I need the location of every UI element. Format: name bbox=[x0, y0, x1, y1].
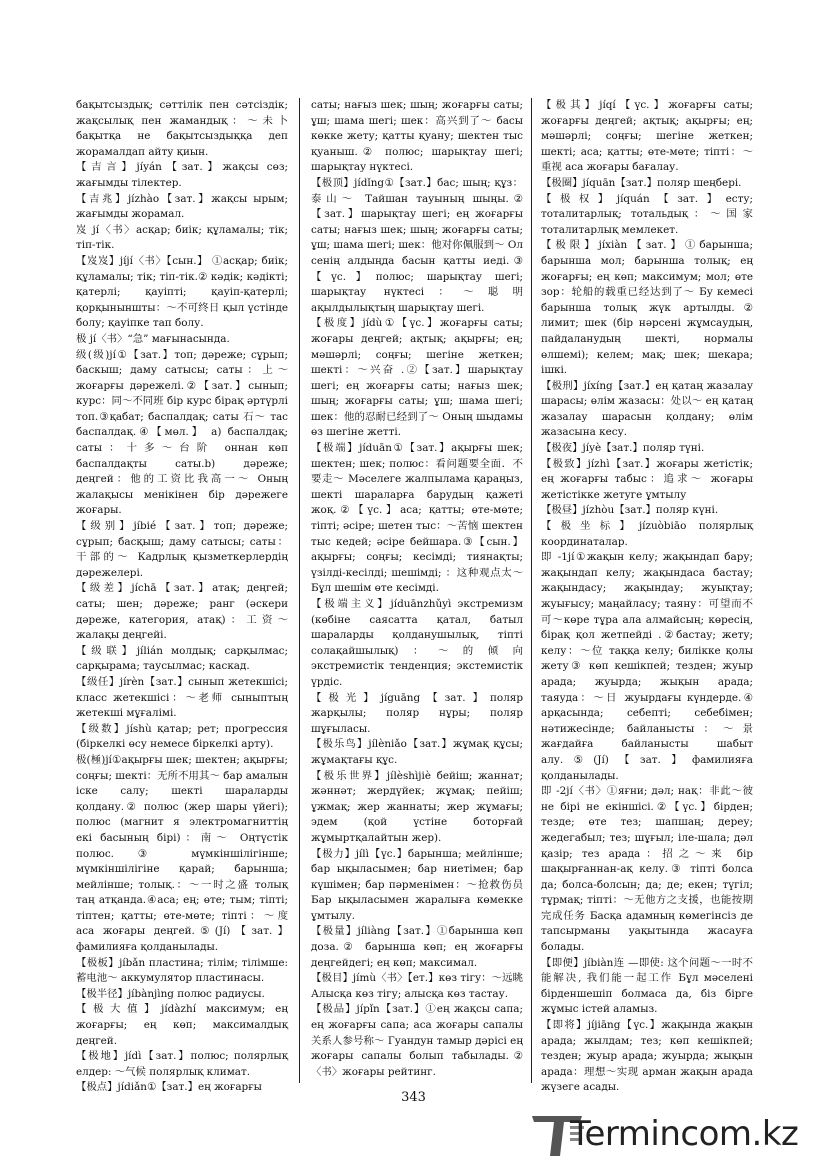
dictionary-entry: 即 -2jí〈书〉①яғни; дəл; нақ：非此～彼 не бірі не екіншісі.②【үс.】бірден; тезде; өте тез; шапшаң; дереу; жедегабыл; тез; шұғыл; іле-шала; дəл қазір; тез арада：招之～来 бір шақырғаннан-ақ келу.③ тіпті болса да; болса-болсын; да; де; екен; түгіл; тұрмақ; тіпті：～无他方之支援，也能按期完成任务 Басқа адамның көмегінсіз де тапсырманы уақытында жасауға болады. bbox=[541, 785, 753, 954]
dictionary-entry: 【级别】jíbié【зат.】топ; дəреже; сұрып; басқыш; даму сатысы; саты：干部的～ Кадрлық қызметкерлердің дəрежелері. bbox=[76, 520, 288, 579]
dictionary-entry: 级(级)jí①【зат.】топ; дəреже; сұрып; баскыш; даму сатысы; саты：上～ жоғарғы дəрежелі.②【зат.】сынып; курс：同～不同班 бір курс бірақ əртүрлі топ.③қабат; баспалдақ; саты 石～ тас баспалдақ.④【мөл.】 a) баспалдақ; саты：十多～台阶 оннан көп баспалдақты саты.b) дəреже; деңгей：他的工资比我高一～ Оның жалақысы менікінен бір дəрежеге жоғары. bbox=[76, 348, 288, 517]
dictionary-entry: 【极地】jídì【зат.】полюс; полярлық елдер: ～气候 полярлық климат. bbox=[76, 1050, 288, 1078]
dictionary-entry: 【极光】jíguāng【зат.】поляр жарқылы; поляр нұры; поляр шұғыласы. bbox=[311, 691, 523, 735]
logo-text: Termincom.kz bbox=[570, 1114, 799, 1154]
dictionary-entry: саты; нағыз шек; шың; жоғарғы саты; ұш; шама шегі; шек：高兴到了～ басы көкке жету; қатты қуану; шектен тыс қуаныш.② полюс; шарықтау шегі; шарықтау нүктесі. bbox=[311, 99, 523, 174]
dictionary-entry: 【即便】jíbiàn连 —即使: 这个问题～一时不能解决, 我们能一起工作 Бұл мəселені бірденшешіп болмаса да, біз бірге жұмыс істей аламыз. bbox=[541, 956, 753, 1016]
dictionary-entry: 【极乐鸟】jílèniǎo【зат.】жұмақ құсы; жұмақтағы құс. bbox=[311, 738, 523, 766]
dictionary-entry: 极 jí〈书〉“急” мағынасында. bbox=[76, 332, 230, 345]
dictionary-entry: 【极力】jílì【үс.】барынша; мейлінше; бар ықыласымен; бар ниетімен; бар күшімен; бар пəрменімен：～抢救伤员 Бар ықыласымен жаралыға көмекке ұмтылу. bbox=[311, 847, 523, 922]
dictionary-entry: 【极权】jíquán【зат.】есту; тоталитарлық; тотальдық：～国家 тоталитарлық мемлекет. bbox=[541, 192, 753, 236]
dictionary-entry: 【级数】jíshù қатар; рет; прогрессия (біркелкі өсу немесе біркелкі арту). bbox=[76, 722, 288, 751]
dictionary-entry: 【极圈】jíquān【зат.】поляр шеңбері. bbox=[541, 176, 742, 189]
dictionary-entry: 【级差】jíchā【зат.】атақ; деңгей; саты; шен; дəреже; ранг (əскери дəреже, категория, атақ)：工资～ жалақы деңгейі. bbox=[76, 582, 288, 642]
dictionary-entry: 【极大值】jídàzhí максимум; ең жоғарғы; ең көп; максималдық деңгей. bbox=[76, 1003, 288, 1047]
dictionary-entry: 【极点】jídiǎn①【зат.】ең жоғарғы bbox=[76, 1081, 262, 1094]
dictionary-entry: 【吉兆】jízhào【зат.】жақсы ырым; жағымды жорамал. bbox=[76, 192, 288, 221]
dictionary-entry: 【极坐标】jízuòbiāo полярлық координаталар. bbox=[541, 520, 753, 548]
termincom-logo[interactable] bbox=[530, 1110, 820, 1160]
column-1 bbox=[76, 98, 288, 1094]
dictionary-entry: 【吉言】jíyán【зат.】жақсы сөз; жағымды тілектер. bbox=[76, 161, 288, 189]
dictionary-entry: 【极刑】jíxíng【зат.】ең қатаң жазалау шарасы; өлім жазасы：处以～ ең қатаң жазалау шарасын қолдану; өлім жазасына кесу. bbox=[541, 379, 753, 439]
dictionary-entry: бақытсыздық; сәттілік пен сәтсіздік; жақсылық пен жамандық：～未卜 бақытқа не бақытсыздыққа деп жорамалдап айту қиын. bbox=[76, 99, 288, 158]
column-3 bbox=[541, 98, 753, 1094]
column-divider bbox=[531, 98, 532, 1083]
column-2 bbox=[311, 98, 523, 1083]
dictionary-entry: 【极板】jíbǎn пластина; тілім; тілімше: 蓄电池～ аккумулятор пластинасы. bbox=[76, 956, 288, 985]
dictionary-entry: 即 -1jí①жақын келу; жақындап бару; жақындап келу; жақындаса бастау; жақындасу; жақындау; жуықтау; жуығысу; маңайласу; таяну：可望而不可～көре тұра ала алмайсың; көресің, бірақ қол жетпейді .②бастау; жету; келу：～位 таққа келу; билікке қолы жету③ көп кешікпей; тезден; жуыр арада; жуырда; жықын арада; таяуда：～日 жуырдағы күндерде.④ арқасында; себепті; себебімен; нəтижесінде; байланысты：～景 жағдайға байланысты шабыт алу.⑤(Jí)【зат.】фамилияға қолданылады. bbox=[541, 551, 753, 782]
dictionary-entry: 【极端主义】jíduānzhǔyì экстремизм (көбіне саясатта қатал, батыл шараларды қолданушылық, тіпті солақайшылық)：～的倾向 экстремистік тенденция; экстемистік үрдіс. bbox=[311, 598, 523, 688]
dictionary-entry: 【极目】jímù〈书〉【ет.】көз тігу：～远眺 Алысқа көз тігу; алысқа көз тастау. bbox=[311, 972, 523, 1000]
dictionary-entry: 【极度】jídù①【үс.】жоғарғы саты; жоғары деңгей; ақтық; ақырғы; ең; мəшəрлі; соңғы; шегіне жеткен; шекті：～兴奋 .②【зат.】шарықтау шегі; ең жоғарғы саты; нағыз шек; шың; жоғарғы саты; ұш; шама шегі; шек：他的忍耐已经到了～ Оның шыдамы өз шегіне жетті. bbox=[311, 317, 523, 439]
dictionary-entry: 【岌岌】jíjí〈书〉【сын.】 ①асқар; биік; құламалы; тік; тіп-тік.② кəдік; кəдікті; қатерлі; қауіпті; қауіп-қатерлі; қорқыныншты：～不可终日 қыл үстінде болу; қауіпке тап болу. bbox=[76, 254, 288, 330]
dictionary-entry: 【极昼】jízhòu【зат.】поляр күні. bbox=[541, 504, 719, 517]
dictionary-entry: 【极限】jíxiàn【зат.】①барынша; барынша мол; барынша толық; ең жоғарғы; ең көп; максимум; мол; өте зор：轮船的载重已经达到了～ Бу кемесі барынша толық жүк артылды.② лимит; шек (бір нəрсені жұмсаудың, пайдаланудың шекті, нормалы өлшемі); келем; мақ; шек; шекара; ішкі. bbox=[541, 239, 753, 377]
dictionary-entry: 【级任】jírèn【зат.】сынып жетекшісі; класс жетекшісі：～老师 сыныптың жетекші мұғалімі. bbox=[76, 675, 288, 720]
dictionary-entry: 【极其】jíqí【үс.】жоғарғы саты; жоғарғы деңгей; ақтық; ақырғы; ең; мəшəрлі; соңғы; шегіне жеткен; шекті; аса; қатты; өте-мөте; тіпті：～重视 аса жоғары бағалау. bbox=[541, 99, 753, 174]
dictionary-entry: 【极致】jízhì【зат.】жоғары жетістік; ең жоғарғы табыс：追求～ жоғары жетістікке жетуге ұмтылу bbox=[541, 457, 753, 501]
dictionary-entry: 极(極)jí①ақырғы шек; шектен; ақырғы; соңғы; шекті：无所不用其～ бар амалын іске салу; шекті шараларды қолдану.② полюс (жер шары үйегі); полюс (магнит я электромагниттің екі басының бірі)：南～ Оңтүстік полюс. ③ мүмкіншілігінше; мүмкіншілігіне қарай; барынша; мейлінше; толық.：～一时之盛 толық таң атқанда.④аса; ең; өте; тым; тіпті; тіптен; қатты; өте-мөте; тіпті：～度 аса жоғары деңгей.⑤(Jí)【зат.】фамилияға қолданылады. bbox=[76, 753, 288, 954]
page-number: 343 bbox=[401, 1090, 426, 1105]
dictionary-entry: 【级联】jílián молдық; сарқылмас; сарқырама; таусылмас; каскад. bbox=[76, 644, 288, 673]
dictionary-entry: 【极量】jíliàng【зат.】①барынша көп доза.② барынша көп; ең жоғарғы деңгейдегі; ең көп; максимал. bbox=[311, 925, 523, 969]
dictionary-entry: 【极乐世界】jílèshìjiè бейіш; жаннат; жəннəт; жердүйек; жұмақ; пейіш; ұжмақ; жер жаннаты; жер жұмағы; эдем (қой үстіне боторғай жұмыртқалайтын жер). bbox=[311, 769, 523, 844]
dictionary-entry: 【极顶】jídǐng①【зат.】бас; шың; құз：泰山～ Тайшан тауының шыңы.②【зат.】шарықтау шегі; ең жоғарғы саты; нағыз шек; шың; жоғарғы саты; ұш; шама шегі; шек：他对你佩服到～ Ол сенің алдыңда басын қатты иеді.③【үс.】полюс; шарықтау шегі; шарықтау нүктесі：～聪明 ақылдылықтың шарықтау шегі. bbox=[311, 176, 523, 314]
dictionary-entry: 【极品】jípǐn【зат.】①ең жақсы сапа; ең жоғарғы сапа; аса жоғары сапалы 关系人参号称～ Гуандун тамыр дəрісі ең жоғары сапалы болып табылады.②〈书〉жоғары рейтинг. bbox=[311, 1003, 523, 1078]
column-divider bbox=[299, 98, 300, 1083]
dictionary-entry: 【极夜】jíyè【зат.】поляр түні. bbox=[541, 442, 705, 455]
dictionary-entry: 【即将】jíjiāng【үс.】жақында жақын арада; жылдам; тез; көп кешікпей; тезден; жуыр арада; жуырда; жықын арада：理想～实现 арман жақын арада жүзеге асады. bbox=[541, 1019, 753, 1094]
dictionary-entry: 【极半径】jíbànjìng полюс радиусы. bbox=[76, 987, 265, 1000]
dictionary-page bbox=[76, 98, 773, 1094]
dictionary-entry: 【极端】jíduān①【зат.】ақырғы шек; шектен; шек; полюс：看问题要全面．不要走～ Мəселеге жалпылама қараңыз, шекті шараларға барудың қажеті жоқ.②【үс.】аса; қатты; өте-мөте; тіпті; əсіре; шетен тыс：～苦恼 шектен тыс кедей; əсіре бейшара.③【сын.】ақырғы; соңғы; кесімді; тиянақты; үзілді-кесілді; шешімді; ：这种观点太～ Бұл шешім өте кесімді. bbox=[311, 442, 523, 595]
dictionary-entry: 岌 jí〈书〉асқар; биік; құламалы; тік; тіп-тік. bbox=[76, 223, 288, 252]
